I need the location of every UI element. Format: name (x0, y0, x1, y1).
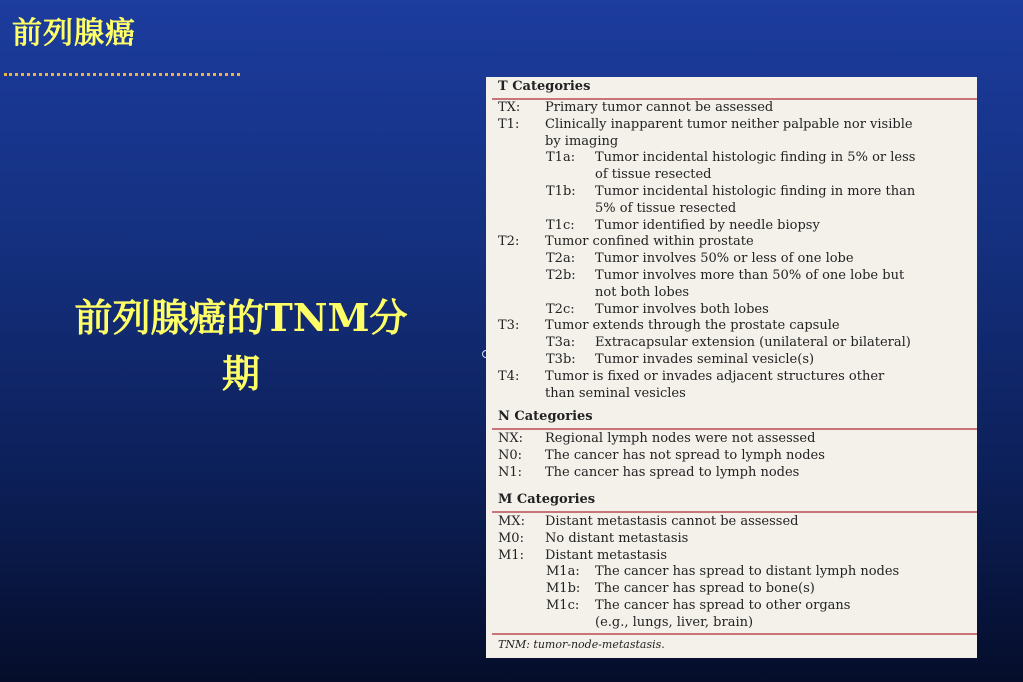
m-category-description: Distant metastasis (545, 547, 668, 563)
n-category-description: The cancer has spread to lymph nodes (545, 464, 800, 480)
t-category-code: T2a: (546, 251, 576, 267)
m-category-description: The cancer has spread to other organs (595, 598, 851, 613)
t-category-description: Tumor confined within prostate (545, 234, 754, 250)
t-category-description: by imaging (545, 133, 619, 149)
t-category-code: T3a: (546, 335, 576, 351)
t-category-description: Tumor is fixed or invades adjacent structures other (545, 368, 885, 384)
m-category-description: The cancer has spread to bone(s) (595, 581, 815, 597)
table-footnote: TNM: tumor-node-metastasis. (498, 638, 665, 651)
t-category-code: T2c: (546, 301, 575, 317)
t-category-description: 5% of tissue resected (595, 200, 737, 216)
m-category-code: M0: (498, 530, 524, 546)
t-category-description: Clinically inapparent tumor neither palpable nor visible (545, 116, 913, 132)
t-category-description: Tumor incidental histologic finding in 5% or less (595, 150, 916, 166)
n-category-code: N0: (498, 447, 523, 463)
t-category-description: Primary tumor cannot be assessed (545, 100, 774, 115)
n-categories-rule (492, 428, 977, 430)
t-category-description: Tumor invades seminal vesicle(s) (595, 352, 815, 367)
n-category-description: Regional lymph nodes were not assessed (545, 431, 816, 446)
m-category-description: (e.g., lungs, liver, brain) (595, 614, 754, 630)
m-category-code: M1a: (546, 564, 580, 580)
t-category-code: T3b: (546, 352, 576, 367)
t-category-description: Extracapsular extension (unilateral or bilateral) (595, 335, 911, 351)
slide-title-line-2: 期 (221, 351, 260, 396)
t-category-code: T1: (498, 116, 520, 132)
t-category-description: than seminal vesicles (545, 385, 686, 401)
tnm-staging-table (486, 77, 977, 658)
n-categories-heading: N Categories (498, 409, 593, 424)
m-category-code: M1b: (546, 581, 581, 597)
m-category-description: The cancer has spread to distant lymph nodes (595, 564, 900, 580)
t-category-description: not both lobes (595, 284, 690, 300)
n-category-code: NX: (498, 431, 524, 446)
footer-rule (492, 633, 977, 635)
slide-title-line-1: 前列腺癌的TNM分 (74, 295, 408, 340)
m-categories-heading: M Categories (498, 492, 596, 507)
t-category-code: T1a: (546, 150, 576, 166)
t-category-code: T1b: (546, 184, 576, 199)
t-category-description: Tumor incidental histologic finding in more than (595, 184, 916, 199)
t-category-code: T3: (498, 318, 520, 334)
t-category-code: T1c: (546, 217, 575, 233)
t-category-description: Tumor extends through the prostate capsule (545, 318, 840, 334)
t-category-code: T2b: (546, 268, 576, 283)
m-category-code: MX: (498, 514, 525, 529)
m-category-code: M1: (498, 547, 524, 563)
m-category-code: M1c: (546, 598, 580, 613)
t-category-description: Tumor identified by needle biopsy (595, 217, 820, 233)
m-category-description: Distant metastasis cannot be assessed (545, 514, 799, 529)
t-category-description: Tumor involves both lobes (595, 301, 769, 317)
m-categories-rule (492, 511, 977, 513)
t-categories-heading: T Categories (498, 79, 591, 94)
n-category-code: N1: (498, 464, 523, 480)
t-category-description: Tumor involves more than 50% of one lobe but (595, 268, 905, 283)
t-category-code: T4: (498, 368, 520, 384)
t-category-description: of tissue resected (595, 167, 712, 183)
t-category-code: T2: (498, 234, 520, 250)
t-category-code: TX: (498, 100, 521, 115)
slide-title (0, 290, 482, 402)
n-category-description: The cancer has not spread to lymph nodes (545, 447, 825, 463)
header-divider (4, 73, 240, 76)
t-category-description: Tumor involves 50% or less of one lobe (595, 251, 854, 267)
slide-header: 前列腺癌 (12, 16, 136, 51)
m-category-description: No distant metastasis (545, 530, 689, 546)
